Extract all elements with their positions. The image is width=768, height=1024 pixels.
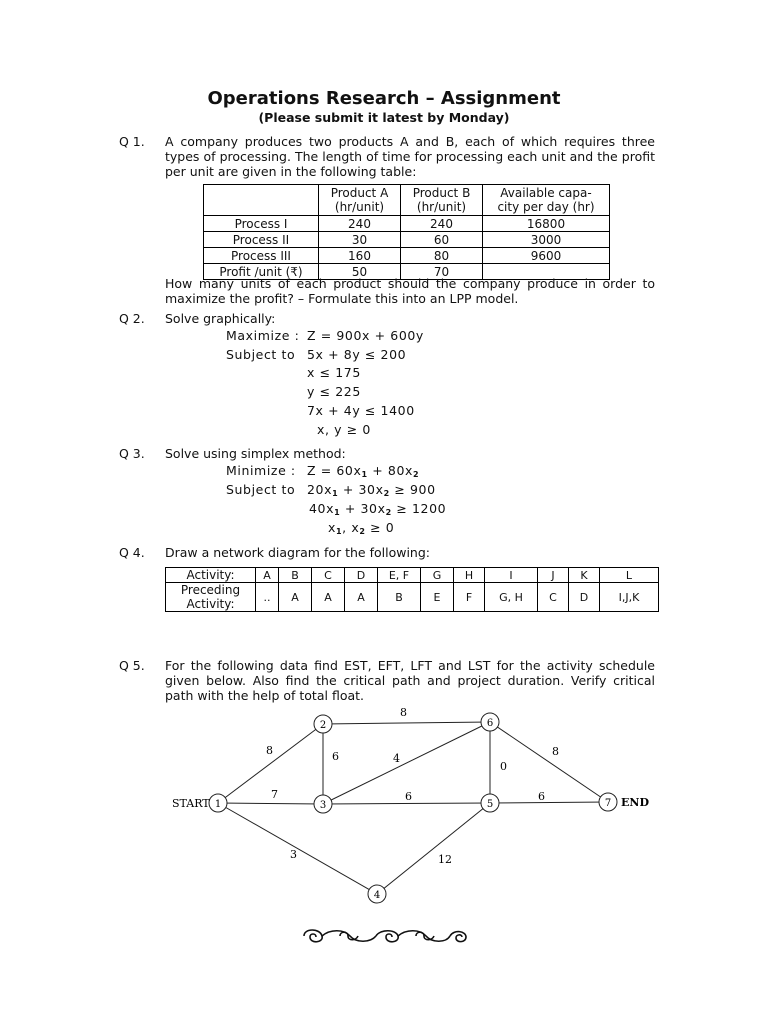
preceding-cell: E	[421, 583, 454, 612]
node-number-label: 3	[319, 800, 327, 811]
preceding-cell: A	[345, 583, 378, 612]
node-number-label: 1	[214, 799, 222, 810]
edge-duration-label: 6	[538, 790, 545, 803]
edge-duration-label: 8	[266, 744, 273, 757]
preceding-cell: A	[312, 583, 345, 612]
table-cell: 60	[401, 232, 483, 248]
preceding-cell: ..	[256, 583, 279, 612]
network-edge-2-6	[323, 722, 490, 724]
activity-cell: D	[345, 568, 378, 583]
node-number-label: 6	[486, 718, 494, 729]
q5-intro: For the following data find EST, EFT, LFT and LST for the activity schedule given below. Also find the critical path and project duration. Verify critical path with the help of total float.	[165, 658, 655, 703]
preceding-cell: G, H	[485, 583, 538, 612]
table-cell: Process II	[204, 232, 319, 248]
activity-cell: K	[569, 568, 600, 583]
activity-cell: A	[256, 568, 279, 583]
q2-constraint: x ≤ 175	[307, 365, 361, 380]
q4-number: Q 4.	[119, 545, 145, 560]
preceding-cell: D	[569, 583, 600, 612]
table-row	[166, 583, 659, 612]
node-number-label: 4	[373, 890, 381, 901]
edge-duration-label: 6	[332, 750, 339, 763]
activity-cell: I	[485, 568, 538, 583]
table-cell: 16800	[483, 216, 610, 232]
edge-duration-label: 8	[552, 745, 559, 758]
q2-constraint: 7x + 4y ≤ 1400	[307, 403, 415, 418]
q2-number: Q 2.	[119, 311, 145, 326]
q3-subject-label: Subject to	[226, 482, 296, 497]
edge-duration-label: 0	[500, 760, 507, 773]
q1-intro: A company produces two products A and B, each of which requires three types of processing. The length of time for processing each unit and the profit per unit are given in the following table:	[165, 134, 655, 179]
activity-label: Activity:	[166, 568, 256, 583]
network-edge-4-5	[377, 803, 490, 894]
q1-header-cell: Available capa- city per day (hr)	[483, 185, 610, 216]
q2-constraint: x, y ≥ 0	[317, 422, 371, 437]
activity-cell: H	[454, 568, 485, 583]
node-number-label: 7	[604, 798, 612, 809]
table-cell: 9600	[483, 248, 610, 264]
activity-cell: G	[421, 568, 454, 583]
q2-constraint: y ≤ 225	[307, 384, 361, 399]
network-edge-1-4	[218, 803, 377, 894]
q3-objective: $Z = 60x_1 + 80x_2$	[307, 463, 420, 479]
table-cell: 70	[401, 264, 483, 280]
preceding-cell: B	[378, 583, 421, 612]
q1-table-header-row	[204, 185, 610, 216]
page-subtitle: (Please submit it latest by Monday)	[258, 110, 510, 125]
activity-cell: J	[538, 568, 569, 583]
q2-objective: Z = 900x + 600y	[307, 328, 424, 343]
activity-cell: B	[279, 568, 312, 583]
table-cell: 240	[401, 216, 483, 232]
q1-header-cell: Product A (hr/unit)	[319, 185, 401, 216]
ornament-flourish	[300, 925, 470, 947]
edge-duration-label: 4	[393, 752, 400, 765]
q1-number: Q 1.	[119, 134, 145, 149]
preceding-label: Preceding Activity:	[166, 583, 256, 612]
q2-intro: Solve graphically:	[165, 311, 276, 326]
table-cell: 3000	[483, 232, 610, 248]
q1-header-cell	[204, 185, 319, 216]
q3-constraint: $40x_1 + 30x_2 \ge 1200$	[309, 501, 447, 517]
preceding-cell: I,J,K	[600, 583, 659, 612]
table-cell: Process I	[204, 216, 319, 232]
network-diagram	[0, 700, 768, 910]
table-cell: 80	[401, 248, 483, 264]
start-label: START	[172, 797, 210, 810]
table-row	[204, 232, 610, 248]
edge-duration-label: 8	[400, 706, 407, 719]
activity-cell: E, F	[378, 568, 421, 583]
q3-minimize-label: Minimize :	[226, 463, 296, 478]
table-cell: Profit /unit (₹)	[204, 264, 319, 280]
preceding-cell: F	[454, 583, 485, 612]
edge-duration-label: 6	[405, 790, 412, 803]
preceding-cell: A	[279, 583, 312, 612]
activity-cell: C	[312, 568, 345, 583]
table-cell: Process III	[204, 248, 319, 264]
preceding-cell: C	[538, 583, 569, 612]
node-number-label: 5	[486, 799, 494, 810]
table-cell: 240	[319, 216, 401, 232]
network-edge-3-5	[323, 803, 490, 804]
q3-constraint: $x_1$, $x_2 \ge 0$	[328, 520, 395, 536]
q2-constraint: 5x + 8y ≤ 200	[307, 347, 407, 362]
table-row	[204, 216, 610, 232]
q2-subject-label: Subject to	[226, 347, 296, 362]
edge-duration-label: 12	[438, 853, 452, 866]
network-edge-6-7	[490, 722, 608, 802]
node-number-label: 2	[319, 720, 327, 731]
table-row	[204, 248, 610, 264]
activity-cell: L	[600, 568, 659, 583]
q1-header-cell: Product B (hr/unit)	[401, 185, 483, 216]
network-edge-1-3	[218, 803, 323, 804]
q4-activity-table	[165, 567, 659, 612]
q1-question: How many units of each product should the company produce in order to maximize the profit? – Formulate this into an LPP model.	[165, 276, 655, 306]
edge-duration-label: 7	[271, 788, 278, 801]
table-cell: 30	[319, 232, 401, 248]
table-cell: 50	[319, 264, 401, 280]
q3-intro: Solve using simplex method:	[165, 446, 346, 461]
q3-constraint: $20x_1 + 30x_2 \ge 900$	[307, 482, 436, 498]
q1-table	[203, 184, 610, 280]
edge-duration-label: 3	[290, 848, 297, 861]
network-edge-5-7	[490, 802, 608, 803]
q4-intro: Draw a network diagram for the following:	[165, 545, 430, 560]
q3-number: Q 3.	[119, 446, 145, 461]
page-title: Operations Research – Assignment	[207, 88, 561, 109]
q5-number: Q 5.	[119, 658, 145, 673]
q2-maximize-label: Maximize :	[226, 328, 300, 343]
table-row	[166, 568, 659, 583]
end-label: END	[621, 796, 649, 809]
table-cell: 160	[319, 248, 401, 264]
